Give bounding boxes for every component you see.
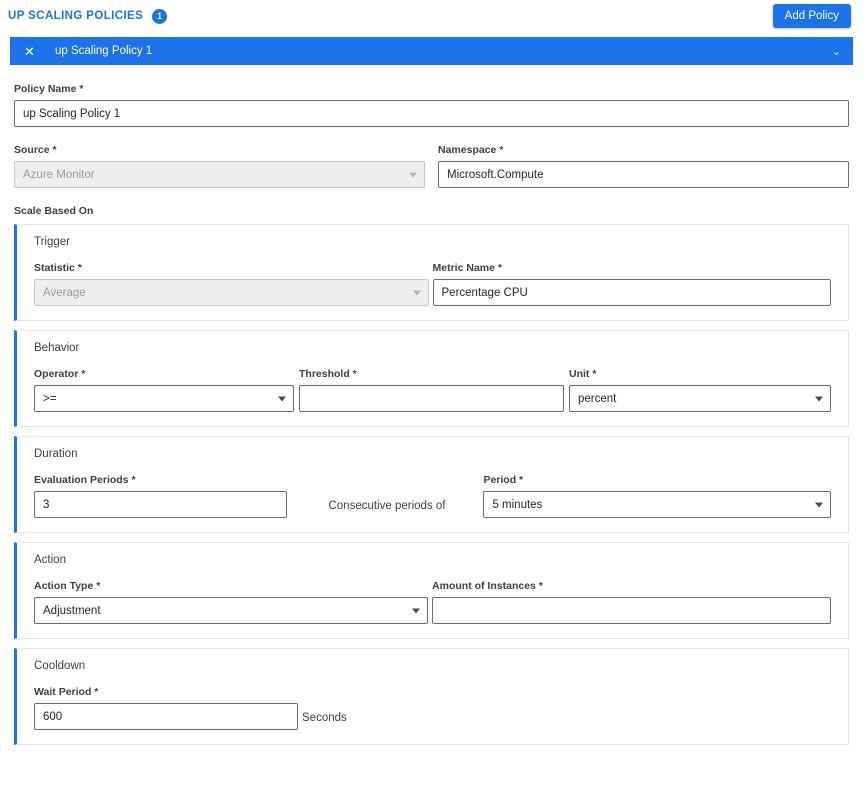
operator-group bbox=[34, 368, 294, 412]
threshold-input[interactable] bbox=[299, 385, 564, 412]
operator-label: Operator * bbox=[34, 368, 86, 380]
amount-of-instances-label: Amount of Instances * bbox=[432, 580, 543, 592]
namespace-group bbox=[438, 144, 849, 188]
statistic-select[interactable] bbox=[34, 279, 429, 306]
period-select[interactable] bbox=[483, 491, 831, 518]
operator-value: >= bbox=[43, 392, 57, 405]
unit-label: Unit * bbox=[569, 368, 597, 380]
wait-period-group bbox=[34, 686, 298, 730]
duration-title: Duration bbox=[34, 448, 78, 460]
evaluation-periods-label: Evaluation Periods * bbox=[34, 474, 136, 486]
threshold-label: Threshold * bbox=[299, 368, 357, 380]
policy-accordion-header[interactable] bbox=[10, 37, 853, 65]
unit-group bbox=[569, 368, 831, 412]
metric-name-group bbox=[433, 262, 831, 306]
source-select[interactable] bbox=[14, 161, 425, 188]
scale-based-on-label: Scale Based On bbox=[14, 205, 94, 217]
period-group bbox=[483, 474, 831, 518]
consecutive-periods-text: Consecutive periods of bbox=[328, 500, 446, 512]
statistic-group bbox=[34, 262, 429, 306]
chevron-down-icon bbox=[412, 608, 420, 613]
policy-name-input[interactable] bbox=[14, 100, 849, 127]
chevron-down-icon bbox=[815, 502, 823, 507]
source-label: Source * bbox=[14, 144, 57, 156]
action-type-value: Adjustment bbox=[43, 604, 101, 617]
cooldown-card bbox=[14, 648, 849, 745]
page-header bbox=[0, 0, 863, 32]
chevron-down-icon bbox=[413, 290, 421, 295]
operator-select[interactable] bbox=[34, 385, 294, 412]
period-label: Period * bbox=[483, 474, 524, 486]
seconds-text: Seconds bbox=[302, 712, 347, 724]
metric-name-label: Metric Name * bbox=[432, 262, 502, 274]
evaluation-periods-group bbox=[34, 474, 287, 518]
unit-value: percent bbox=[578, 392, 617, 405]
action-type-group bbox=[34, 580, 428, 624]
page-title: UP SCALING POLICIES bbox=[8, 10, 144, 22]
unit-select[interactable] bbox=[569, 385, 831, 412]
add-policy-button[interactable]: Add Policy bbox=[773, 4, 851, 28]
policy-name-label: Policy Name * bbox=[14, 83, 84, 95]
chevron-down-icon bbox=[815, 396, 823, 401]
statistic-label: Statistic * bbox=[34, 262, 82, 274]
close-icon[interactable]: ✕ bbox=[24, 43, 35, 59]
wait-period-input[interactable] bbox=[34, 703, 298, 730]
action-type-select[interactable] bbox=[34, 597, 428, 624]
action-card bbox=[14, 542, 849, 639]
trigger-title: Trigger bbox=[34, 236, 70, 248]
period-value: 5 minutes bbox=[492, 498, 543, 511]
wait-period-label: Wait Period * bbox=[34, 686, 99, 698]
metric-name-input[interactable] bbox=[433, 279, 831, 306]
amount-of-instances-group bbox=[432, 580, 831, 624]
duration-card bbox=[14, 436, 849, 533]
policy-name-group bbox=[14, 83, 849, 127]
behavior-title: Behavior bbox=[34, 342, 80, 354]
chevron-down-icon bbox=[278, 396, 286, 401]
namespace-input[interactable] bbox=[438, 161, 849, 188]
policy-count-badge: 1 bbox=[152, 9, 167, 24]
namespace-label: Namespace * bbox=[438, 144, 504, 156]
behavior-card bbox=[14, 330, 849, 427]
chevron-down-icon[interactable]: ⌄ bbox=[831, 45, 841, 58]
policy-form bbox=[0, 83, 863, 745]
action-type-label: Action Type * bbox=[34, 580, 101, 592]
cooldown-title: Cooldown bbox=[34, 660, 86, 672]
evaluation-periods-input[interactable] bbox=[34, 491, 287, 518]
source-namespace-row bbox=[14, 144, 849, 188]
source-value: Azure Monitor bbox=[23, 168, 95, 181]
threshold-group bbox=[299, 368, 564, 412]
source-group bbox=[14, 144, 425, 188]
policy-accordion-title: up Scaling Policy 1 bbox=[55, 45, 153, 57]
amount-of-instances-input[interactable] bbox=[432, 597, 831, 624]
statistic-value: Average bbox=[43, 286, 86, 299]
trigger-card bbox=[14, 224, 849, 321]
action-title: Action bbox=[34, 554, 66, 566]
chevron-down-icon bbox=[409, 172, 417, 177]
